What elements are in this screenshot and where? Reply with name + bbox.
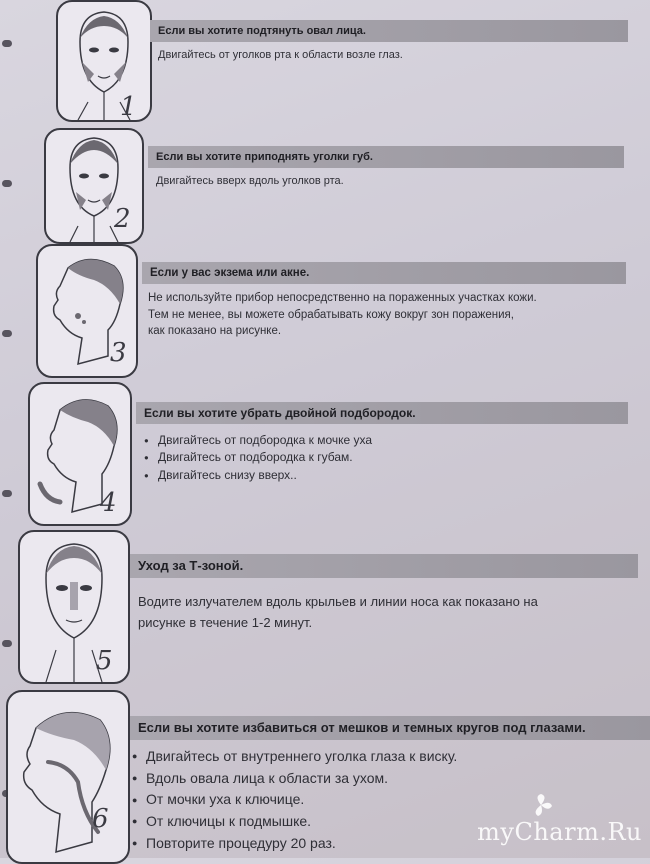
illustration-6 — [6, 690, 130, 864]
bullet-item: ● Повторите процедуру 20 раз. — [132, 833, 457, 855]
illustration-number: 5 — [96, 646, 113, 676]
binder-hole — [2, 40, 12, 47]
section-bullets — [132, 746, 457, 854]
illustration-5 — [18, 530, 130, 684]
section-text: Двигайтесь от уголков рта к области возле глаз. — [158, 49, 403, 61]
illustration-number: 4 — [100, 488, 117, 518]
binder-hole — [2, 180, 12, 187]
face-profile-icon — [8, 692, 128, 862]
illustration-number: 1 — [120, 92, 137, 122]
binder-hole — [2, 490, 12, 497]
illustration-number: 6 — [92, 804, 109, 834]
watermark: myCharm.Ru — [477, 818, 642, 846]
section-title: Если вы хотите избавиться от мешков и темных кругов под глазами. — [130, 716, 650, 740]
bullet-item: ● Двигайтесь снизу вверх.. — [144, 467, 372, 484]
illustration-number: 2 — [114, 204, 131, 234]
section-text: Двигайтесь вверх вдоль уголков рта. — [156, 175, 344, 187]
bullet-item: ● Вдоль овала лица к области за ухом. — [132, 768, 457, 790]
bullet-item: ● Двигайтесь от внутреннего уголка глаза к виску. — [132, 746, 457, 768]
illustration-number: 3 — [110, 338, 127, 368]
section-text: Не используйте прибор непосредственно на пораженных участках кожи. Тем не менее, вы можете обрабатывать кожу вокруг зон поражения, как показано на рисунке. — [148, 292, 537, 338]
binder-hole — [2, 330, 12, 337]
section-text: Водите излучателем вдоль крыльев и линии носа как показано на рисунке в течение 1-2 минут. — [138, 594, 538, 630]
section-bullets — [144, 432, 372, 484]
section-title: Уход за Т-зоной. — [130, 554, 638, 578]
binder-hole — [2, 640, 12, 647]
bullet-item: ● От ключицы к подмышке. — [132, 811, 457, 833]
bullet-item: ● От мочки уха к ключице. — [132, 789, 457, 811]
bullet-item: ● Двигайтесь от подбородка к губам. — [144, 449, 372, 466]
section-title: Если у вас экзема или акне. — [142, 262, 626, 284]
section-title: Если вы хотите подтянуть овал лица. — [150, 20, 628, 42]
flower-logo-icon — [528, 792, 554, 818]
section-title: Если вы хотите убрать двойной подбородок. — [136, 402, 628, 424]
illustration-1 — [56, 0, 152, 122]
section-title: Если вы хотите приподнять уголки губ. — [148, 146, 624, 168]
bullet-item: ● Двигайтесь от подбородка к мочке уха — [144, 432, 372, 449]
